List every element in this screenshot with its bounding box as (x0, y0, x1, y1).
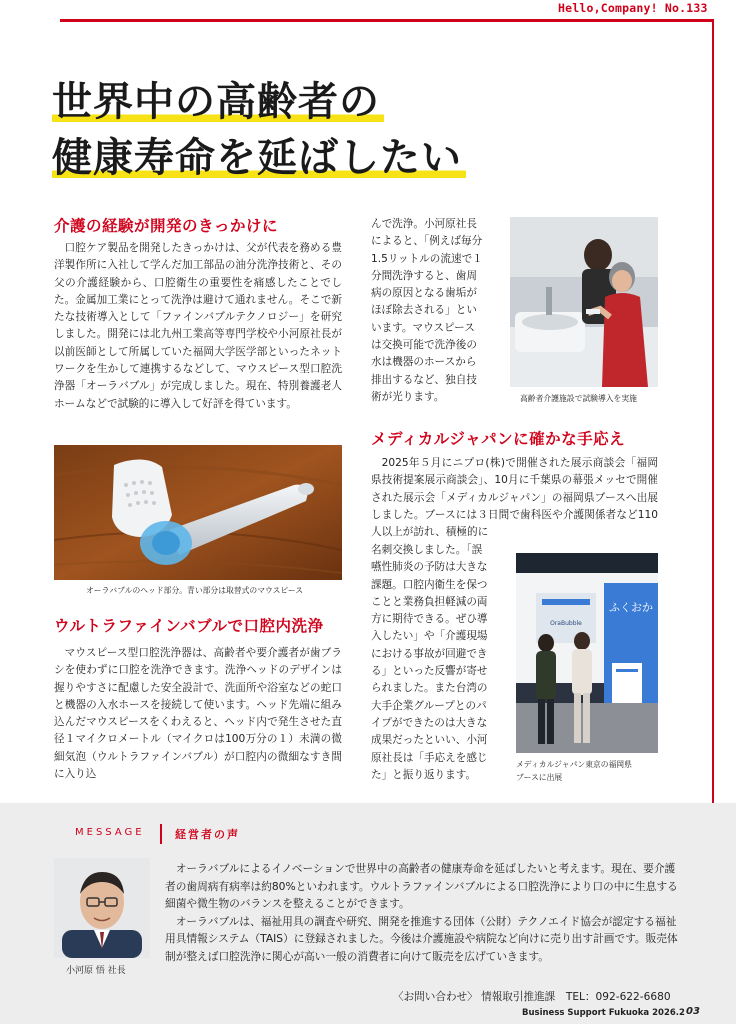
care-facility-trial-photo (510, 217, 658, 387)
frame-top-rule (60, 19, 714, 22)
frame-right-rule (712, 19, 714, 819)
booth-banner-text: ふくおか (609, 601, 653, 614)
magazine-series-label: Hello,Company! No.133 (558, 1, 708, 15)
section-body-medical-japan-narrow: 名刺交換しました。「誤 嚥性肺炎の予防は大きな 課題。口腔内衛生を保つ ことと業務負担軽減の両 方に期待できる。ぜひ導 入したい」や「介護現場 における事故が回避でき る」といった反響が寄せ られました。また台湾の 大手企業グループとのパ イプができたのは大きな 成果だったといい、小河 原社長は「手応えを感じ た」と振り返ります。 (371, 544, 488, 781)
photo-caption-trial: 高齢者介護施設で試験導入を実施 (520, 394, 637, 403)
photo-caption-booth-1: メディカルジャパン東京の福岡県 (516, 760, 632, 769)
president-portrait (54, 858, 150, 958)
section-body-care-experience: 口腔ケア製品を開発したきっかけは、父が代表を務める豊洋製作所に入社して学んだ加工部品の油分洗浄技術と、その父の介護経験から、口腔衛生の重要性を痛感したことでした。金属加工業にとって洗浄は避けて通れません。そこで新たな技術導入として「ファインバブルテクノロジー」を研究しました。開発には北九州工業高等専門学校や小河原社長が以前医師として所属していた福岡大学医学部といったネットワークを生かして連携するなどして、マウスピース型口腔洗浄器「オーラバブル」が完成しました。現在、特別養護老人ホームなどで試験的に導入して好評を得ています。 (54, 242, 342, 410)
publication-info: Business Support Fukuoka 2026.2 (522, 1008, 685, 1018)
section-body-ultrafine-bubble: マウスピース型口腔洗浄器は、高齢者や要介護者が歯ブラシを使わずに口腔を洗浄できます。洗浄ヘッドのデザインは握りやすさに配慮した安全設計で、洗面所や浴室などの蛇口と機器の入水ホースを接続して使います。ヘッド先端に組み込んだマウスピースをくわえると、ヘッド内で発生させた直径１マイクロメートル（マイクロは100万分の１）未満の微細気泡（ウルトラファインバブル）が口腔内の微細なすき間に入り込 (54, 647, 342, 781)
message-label: MESSAGE (75, 827, 145, 838)
section-heading-ultrafine-bubble: ウルトラファインバブルで口腔内洗浄 (54, 617, 324, 635)
section-heading-care-experience: 介護の経験が開発のきっかけに (54, 217, 279, 235)
column2-continued-text: んで洗浄。小河原社長 によると、「例えば毎分 1.5リットルの流速で１ 分間洗浄すると、歯周 病の原因となる歯垢が ほぼ除去される」とい います。マウスピース は交換可能で洗浄後の 水は機器のホースから 排出するなど、独自技 術が光ります。 (371, 218, 483, 403)
photo-caption-booth-2: ブースに出展 (516, 773, 563, 782)
message-title: 経営者の声 (175, 828, 240, 841)
title-line-1: 世界中の高齢者の (52, 77, 384, 127)
title-line-2: 健康寿命を延ばしたい (52, 133, 466, 183)
message-body: オーラバブルによるイノベーションで世界中の高齢者の健康寿命を延ばしたいと考えます。現在、要介護者の歯周病有病率は約80%といわれます。ウルトラファインバブルによる口腔洗浄により口の中に生息する細菌や微生物のバランスを整えることができます。 オーラバブルは、福祉用具の調査や研究、開発を推進する団体（公財）テクノエイド協会が認定する福祉用具情報システム（TAIS）に登録されました。今後は介護施設や病院など向けに売り出す計画です。販売体制が整えば口腔洗浄に関心が高い一般の消費者に向けて販売を広げていきます。 (165, 862, 678, 963)
section-heading-medical-japan: メディカルジャパンに確かな手応え (371, 430, 626, 448)
photo-caption-device: オーラバブルのヘッド部分。青い部分は取替式のマウスピース (86, 586, 304, 595)
contact-info: 〈お問い合わせ〉 情報取引推進課 TEL：092-622-6680 (393, 991, 671, 1003)
orabubble-device-photo (54, 445, 342, 580)
message-divider-bar (160, 824, 162, 844)
exhibition-booth-photo (516, 553, 658, 753)
booth-product-sign: OraBubble (550, 620, 582, 627)
portrait-caption: 小河原 悟 社長 (66, 966, 126, 976)
page-number: 03 (686, 1006, 700, 1017)
section-body-medical-japan-wide: 2025年５月にニプロ(株)で開催された展示商談会「福岡県技術提案展示商談会」、10月に千葉県の幕張メッセで開催された展示会「メディカルジャパン」の福岡県ブースへ出展しました。ブースには３日間で歯科医や介護関係者など110人以上が訪れ、積極的に (371, 457, 658, 539)
